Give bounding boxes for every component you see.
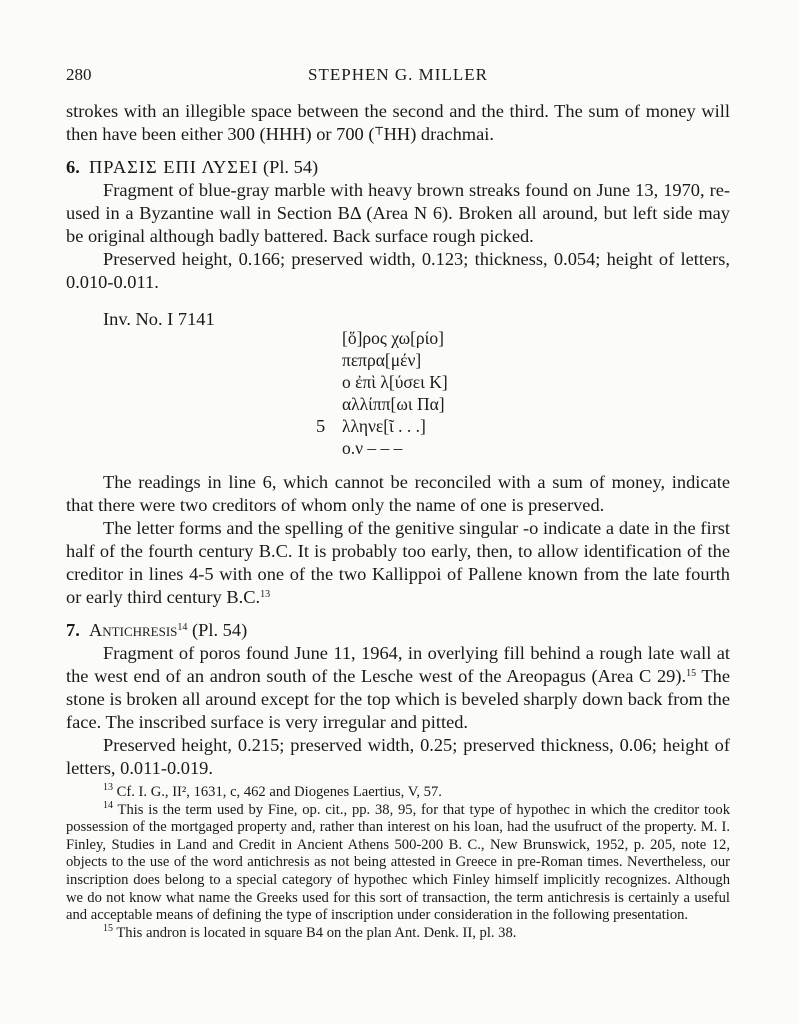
inscription-line: λληνε[ῖ . . .] bbox=[342, 416, 426, 436]
page-number: 280 bbox=[66, 65, 92, 84]
section-6-measurements: Preserved height, 0.166; preserved width, 0.123; thickness, 0.054; height of letters, 0.010-0.011. bbox=[66, 249, 730, 292]
section-7-heading bbox=[66, 619, 730, 642]
section-6-commentary-2: The letter forms and the spelling of the genitive singular -o indicate a date in the first half of the fourth century B.C. It is probably too early, then, to allow identification of the creditor in lines 4-5 with one of the two Kallippoi of Pallene known from the late fourth or early third century B.C.$^{13}$ bbox=[66, 518, 730, 607]
main-text bbox=[66, 100, 730, 780]
running-header bbox=[66, 65, 730, 87]
section-6-description: Fragment of blue-gray marble with heavy brown streaks found on June 13, 1970, re-used in a Byzantine wall in Section ΒΔ (Area N 6). Broken all around, but left side may be original although badly battered. Back surface rough picked. bbox=[66, 180, 730, 246]
section-7-measurements: Preserved height, 0.215; preserved width, 0.25; preserved thickness, 0.06; height of letters, 0.011-0.019. bbox=[66, 735, 730, 778]
plate-reference: (Pl. 54) bbox=[192, 620, 248, 640]
plate-reference: (Pl. 54) bbox=[262, 157, 319, 177]
footnote: $^{14}$ This is the term used by Fine, op. cit., pp. 38, 95, for that type of hypothec in which the creditor took possession of the mortgaged property and, rather than interest on his loan, had the usufruct of the property. M. I. Finley, Studies in Land and Credit in Ancient Athens 500-200 B. C., New Brunswick, 1952, p. 205, note 12, objects to the use of the word antichresis as not being attested in Greece in pre-Roman times. Nevertheless, our inscription does belong to a special category of hypothec which Finley himself implicitly recognizes. Although we do not know what name the Greeks used for this sort of transaction, the term antichresis is certainly a useful and acceptable means of defining the type of inscription under consideration in the following presentation. bbox=[66, 799, 730, 924]
running-title: STEPHEN G. MILLER bbox=[308, 65, 488, 84]
section-title: ΠΡΑΣΙΣ ΕΠΙ ΛΥΣΕΙ bbox=[89, 157, 259, 177]
inscription-line: αλλίππ[ωι Πα] bbox=[342, 394, 445, 414]
inventory-number: Inv. No. I 7141 bbox=[103, 309, 215, 329]
continuation-paragraph: strokes with an illegible space between the second and the third. The sum of money will then have been either 300 (HHH) or 700 (⸆HH) drachmai. bbox=[66, 101, 730, 144]
inscription-line: πεπρα[μέν] bbox=[342, 350, 422, 370]
footnote-ref: 14 bbox=[177, 622, 188, 633]
section-title: Antichresis bbox=[89, 620, 178, 640]
inscription-line: ο ἐπὶ λ[ύσει Κ] bbox=[342, 372, 448, 392]
section-number: 6. bbox=[66, 157, 80, 177]
section-number: 7. bbox=[66, 620, 80, 640]
footnotes bbox=[66, 784, 730, 942]
inscription-line: [ὅ]ρος χω[ρίο] bbox=[342, 328, 444, 348]
footnote: $^{15}$ This andron is located in square B4 on the plan Ant. Denk. II, pl. 38. bbox=[103, 922, 517, 941]
footnote: $^{13}$ Cf. I. G., II², 1631, c, 462 and Diogenes Laertius, V, 57. bbox=[103, 782, 442, 800]
inscription-text bbox=[66, 327, 730, 458]
section-6-commentary-1: The readings in line 6, which cannot be reconciled with a sum of money, indicate that there were two creditors of whom only the name of one is preserved. bbox=[66, 472, 730, 515]
section-6-heading bbox=[66, 156, 730, 179]
footnote-ref: 15 bbox=[686, 668, 697, 679]
line-number: 5 bbox=[316, 416, 326, 436]
inscription-line: ο.ν – – – bbox=[342, 438, 403, 458]
section-7-description: Fragment of poros found June 11, 1964, in overlying fill behind a rough late wall at the west end of an andron south of the Lesche west of the Areopagus (Area C 29).$^{15}$ The stone is broken all around except for the top which is beveled sharply down back from the face. The inscribed surface is very irregular and pitted. bbox=[66, 643, 730, 732]
footnote-ref: 13 bbox=[260, 589, 271, 600]
